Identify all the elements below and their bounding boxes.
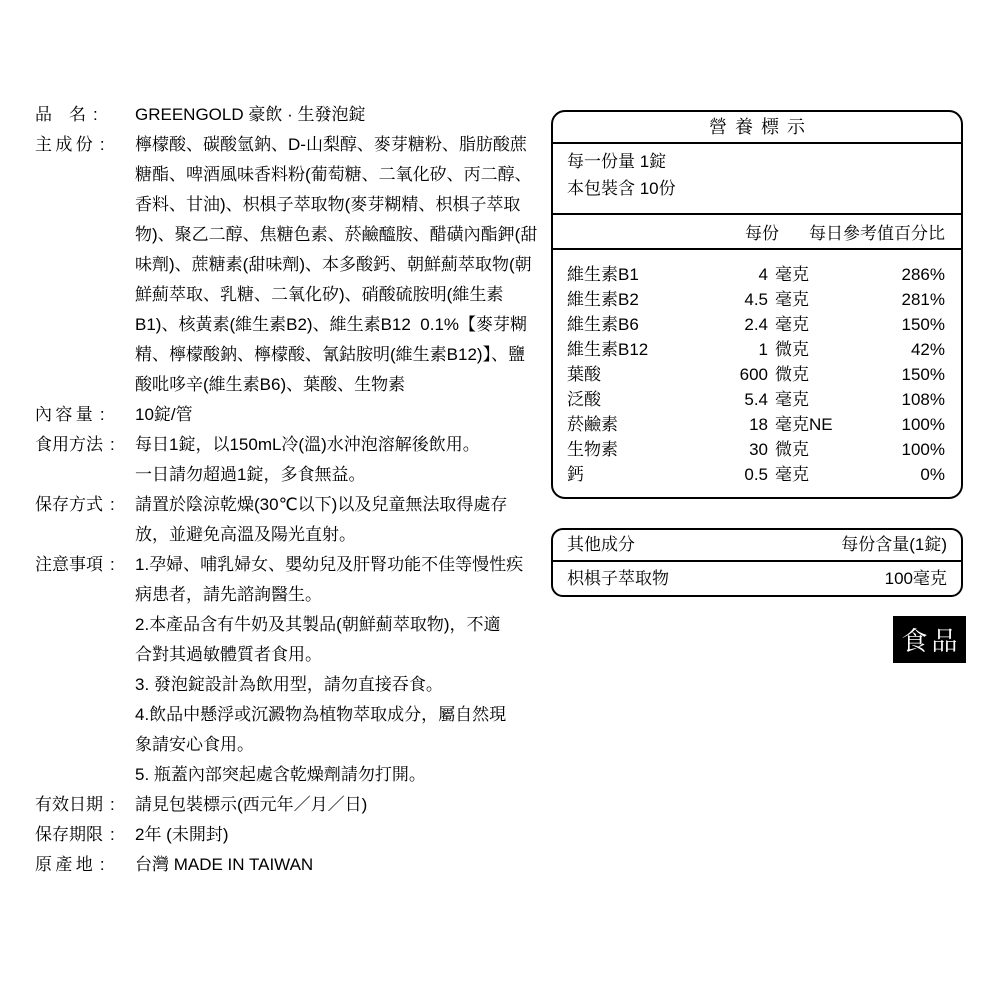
nutrient-name: 維生素B12 [567, 340, 649, 359]
field-label: 有效日期 [35, 795, 103, 814]
nutrient-name: 鈣 [567, 465, 584, 484]
nutrient-unit: 微克 [775, 365, 809, 384]
nutrient-daily-value: 42% [910, 340, 945, 359]
field-line: 2.本產品含有牛奶及其製品(朝鮮薊萃取物)，不適 [135, 615, 501, 634]
field-line: 檸檬酸、碳酸氫鈉、D-山梨醇、麥芽糖粉、脂肪酸蔗 [135, 135, 527, 154]
field-line: 糖酯、啤酒風味香料粉(葡萄糖、二氧化矽、丙二醇、 [135, 165, 532, 184]
nutrient-unit: 毫克NE [775, 415, 833, 434]
product-info-section [35, 100, 538, 880]
field-content [135, 130, 537, 400]
product-field [35, 130, 538, 400]
nutrient-daily-value: 100% [901, 440, 945, 459]
field-label-wrap [35, 820, 135, 850]
product-field [35, 100, 535, 130]
field-line: 象請安心食用。 [135, 735, 254, 754]
product-field [35, 430, 535, 490]
nutrition-title: 營養標示 [553, 112, 961, 144]
nutrient-amount: 2.4 [744, 315, 768, 334]
nutrition-facts-table [551, 110, 963, 499]
nutrient-amount: 600 [739, 365, 768, 384]
field-line: 放，並避免高溫及陽光直射。 [135, 525, 356, 544]
field-line: 台灣 MADE IN TAIWAN [135, 855, 314, 874]
nutrient-name: 維生素B6 [567, 315, 639, 334]
nutrient-daily-value: 150% [901, 315, 945, 334]
other-ingredients-rows [553, 562, 961, 595]
field-line: 病患者，請先諮詢醫生。 [135, 585, 322, 604]
field-content [135, 490, 535, 550]
other-ingredient-row [553, 562, 961, 595]
field-label: 原 產 地 [35, 855, 93, 874]
field-line: 合對其過敏體質者食用。 [135, 645, 322, 664]
field-content [135, 400, 535, 430]
field-colon: : [99, 135, 105, 154]
nutrient-amount: 4 [758, 265, 768, 284]
nutrient-amount: 4.5 [744, 290, 768, 309]
field-colon: : [110, 795, 115, 814]
nutrient-unit: 毫克 [775, 265, 809, 284]
field-content [135, 430, 535, 490]
nutrient-unit: 毫克 [775, 465, 809, 484]
field-line: 精、檸檬酸鈉、檸檬酸、氰鈷胺明(維生素B12)】、鹽 [135, 345, 526, 364]
field-label-wrap [35, 850, 135, 880]
field-line: B1)、核黃素(維生素B2)、維生素B12 0.1%【麥芽糊 [135, 315, 528, 334]
field-content [135, 850, 535, 880]
nutrition-rows [553, 250, 961, 497]
nutrient-amount: 18 [749, 415, 768, 434]
field-label: 主 成 份 [35, 135, 93, 154]
nutrient-unit: 微克 [775, 440, 809, 459]
nutrient-daily-value: 150% [901, 365, 945, 384]
nutrient-daily-value: 108% [901, 390, 945, 409]
nutrition-serving-info [553, 144, 961, 215]
field-line: 味劑)、蔗糖素(甜味劑)、本多酸鈣、朝鮮薊萃取物(朝 [135, 255, 532, 274]
nutrient-amount: 5.4 [744, 390, 768, 409]
field-colon: : [110, 555, 115, 574]
field-line: 4.飲品中懸浮或沉澱物為植物萃取成分，屬自然現 [135, 705, 507, 724]
nutrient-name: 維生素B1 [567, 265, 639, 284]
field-colon: : [110, 435, 115, 454]
field-line: 物)、聚乙二醇、焦糖色素、菸鹼醯胺、醋磺內酯鉀(甜 [135, 225, 538, 244]
servings-per-package: 本包裝含 10份 [567, 179, 676, 198]
field-line: 每日1錠，以150mL冷(溫)水沖泡溶解後飲用。 [135, 435, 480, 454]
field-line: 酸吡哆辛(維生素B6)、葉酸、生物素 [135, 375, 406, 394]
field-line: 1.孕婦、哺乳婦女、嬰幼兒及肝腎功能不佳等慢性疾 [135, 555, 524, 574]
other-ingredients-header [553, 530, 961, 562]
field-label: 注意事項 [35, 555, 103, 574]
product-field [35, 820, 535, 850]
product-field [35, 400, 535, 430]
field-label: 食用方法 [35, 435, 103, 454]
col-header-daily-value: 每日參考值百分比 [809, 224, 945, 243]
nutrient-amount: 1 [758, 340, 768, 359]
nutrient-amount: 30 [749, 440, 768, 459]
nutrient-unit: 微克 [775, 340, 809, 359]
field-label-wrap [35, 130, 135, 160]
field-label: 內 容 量 [35, 405, 93, 424]
field-line: 一日請勿超過1錠，多食無益。 [135, 465, 366, 484]
field-line: 香料、甘油)、枳椇子萃取物(麥芽糊精、枳椇子萃取 [135, 195, 521, 214]
field-colon: : [99, 405, 105, 424]
other-ingredients-title: 其他成分 [567, 535, 635, 554]
nutrient-daily-value: 100% [901, 415, 945, 434]
field-label-wrap [35, 100, 135, 130]
field-label: 保存方式 [35, 495, 103, 514]
field-colon: : [110, 495, 115, 514]
field-label-wrap [35, 400, 135, 430]
other-ingredient-amount: 100毫克 [884, 569, 947, 588]
nutrient-row [567, 437, 945, 462]
food-badge: 食品 [893, 616, 966, 663]
nutrient-name: 菸鹼素 [567, 415, 618, 434]
field-line: 請見包裝標示(西元年／月／日) [135, 795, 368, 814]
col-header-per-serving: 每份 [745, 224, 779, 243]
field-colon: : [99, 855, 105, 874]
nutrition-column-headers [553, 215, 961, 250]
nutrient-row [567, 387, 945, 412]
product-field [35, 850, 535, 880]
nutrient-daily-value: 0% [920, 465, 945, 484]
nutrient-row [567, 312, 945, 337]
field-line: 10錠/管 [135, 405, 193, 424]
field-line: GREENGOLD 豪飲 · 生發泡錠 [135, 105, 366, 124]
nutrient-name: 維生素B2 [567, 290, 639, 309]
nutrient-unit: 毫克 [775, 315, 809, 334]
nutrient-unit: 毫克 [775, 390, 809, 409]
field-content [135, 790, 535, 820]
field-label-wrap [35, 490, 135, 520]
nutrient-row [567, 412, 945, 437]
nutrient-name: 生物素 [567, 440, 618, 459]
field-colon: : [93, 105, 98, 124]
nutrient-unit: 毫克 [775, 290, 809, 309]
nutrient-row [567, 362, 945, 387]
nutrient-row [567, 462, 945, 487]
field-label-wrap [35, 790, 135, 820]
serving-size: 每一份量 1錠 [567, 152, 667, 171]
nutrient-amount: 0.5 [744, 465, 768, 484]
field-line: 3. 發泡錠設計為飲用型，請勿直接吞食。 [135, 675, 443, 694]
other-ingredient-name: 枳椇子萃取物 [567, 569, 669, 588]
product-field [35, 790, 535, 820]
field-content [135, 550, 535, 790]
field-line: 2年 (未開封) [135, 825, 229, 844]
other-ingredients-amount-header: 每份含量(1錠) [841, 535, 947, 554]
field-content [135, 820, 535, 850]
product-field [35, 550, 535, 790]
field-line: 5. 瓶蓋內部突起處含乾燥劑請勿打開。 [135, 765, 426, 784]
nutrient-daily-value: 286% [901, 265, 945, 284]
product-field [35, 490, 535, 550]
nutrient-row [567, 287, 945, 312]
nutrient-daily-value: 281% [901, 290, 945, 309]
field-label-wrap [35, 430, 135, 460]
other-ingredients-table [551, 528, 963, 597]
field-label: 保存期限 [35, 825, 103, 844]
field-line: 鮮薊萃取、乳糖、二氧化矽)、硝酸硫胺明(維生素 [135, 285, 504, 304]
field-label: 品 名 [35, 105, 86, 124]
field-line: 請置於陰涼乾燥(30℃以下)以及兒童無法取得處存 [135, 495, 508, 514]
nutrient-row [567, 337, 945, 362]
field-colon: : [110, 825, 115, 844]
field-content [135, 100, 535, 130]
nutrient-name: 泛酸 [567, 390, 601, 409]
nutrient-row [567, 262, 945, 287]
nutrient-name: 葉酸 [567, 365, 601, 384]
field-label-wrap [35, 550, 135, 580]
